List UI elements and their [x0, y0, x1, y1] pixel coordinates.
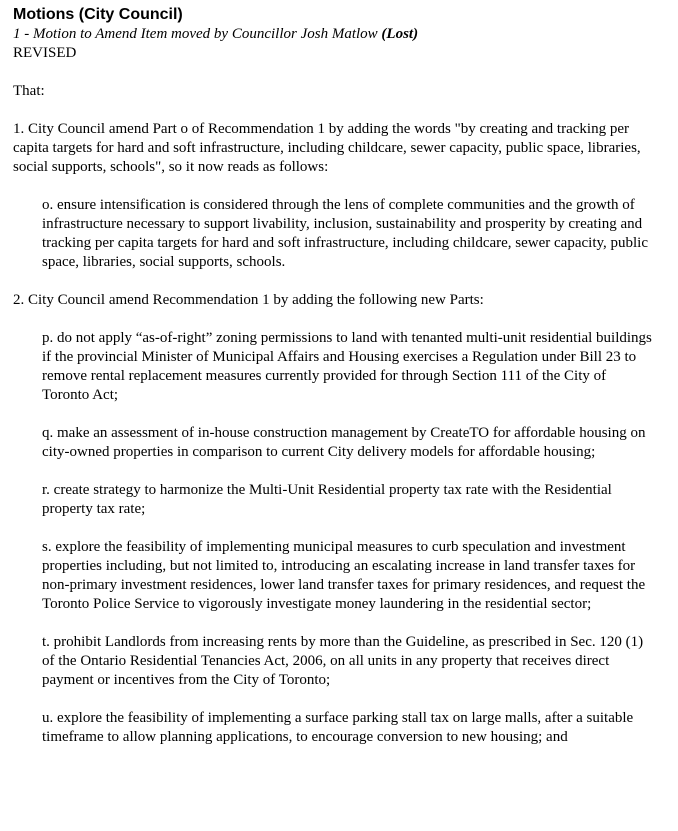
recommendation-part-q: q. make an assessment of in-house construction management by CreateTO for affordable housing on city-owned properties in comparison to current City delivery models for affordable housing; — [42, 425, 646, 460]
motion-status: (Lost) — [381, 26, 419, 42]
section-title: Motions (City Council) — [13, 6, 183, 23]
motion-title — [13, 25, 653, 44]
recommendation-part-u: u. explore the feasibility of implementing a surface parking stall tax on large malls, after a suitable timeframe to allow planning applications, to encourage conversion to new housing; and — [42, 710, 634, 745]
recommendation-part-t: t. prohibit Landlords from increasing rents by more than the Guideline, as prescribed in Sec. 120 (1) of the Ontario Residential Tenancies Act, 2006, on all units in any property that receives direct payment or incentives from the City of Toronto; — [42, 634, 644, 688]
motion-title-text: 1 - Motion to Amend Item moved by Councillor Josh Matlow — [13, 26, 382, 42]
intro-text: That: — [13, 83, 45, 99]
recommendation-part-s: s. explore the feasibility of implementing municipal measures to curb speculation and investment properties including, but not limited to, introducing an escalating increase in land transfer taxes for non-primary investment residences, lower land transfer taxes for primary residences, and request the Toronto Police Service to vigorously investigate money laundering in the residential sector; — [42, 539, 646, 612]
recommendation-part-o: o. ensure intensification is considered through the lens of complete communities and the growth of infrastructure necessary to support livability, inclusion, sustainability and prosperity by creating and tracking per capita targets for hard and soft infrastructure, including childcare, sewer capacity, public space, libraries, social supports, schools. — [42, 197, 648, 270]
recommendation-part-r: r. create strategy to harmonize the Multi-Unit Residential property tax rate with the Residential property tax rate; — [42, 482, 612, 517]
motion-part-1: 1. City Council amend Part o of Recommendation 1 by adding the words "by creating and tracking per capita targets for hard and soft infrastructure, including childcare, sewer capacity, public space, libraries, social supports, schools", so it now reads as follows: — [13, 121, 641, 175]
motion-document — [13, 5, 653, 747]
revised-label: REVISED — [13, 45, 77, 61]
motion-part-2: 2. City Council amend Recommendation 1 by adding the following new Parts: — [13, 292, 484, 308]
recommendation-part-p: p. do not apply “as-of-right” zoning permissions to land with tenanted multi-unit residential buildings if the provincial Minister of Municipal Affairs and Housing exercises a Regulation under Bill 23 to remove rental replacement measures currently provided for through Section 111 of the City of Toronto Act; — [42, 330, 652, 403]
